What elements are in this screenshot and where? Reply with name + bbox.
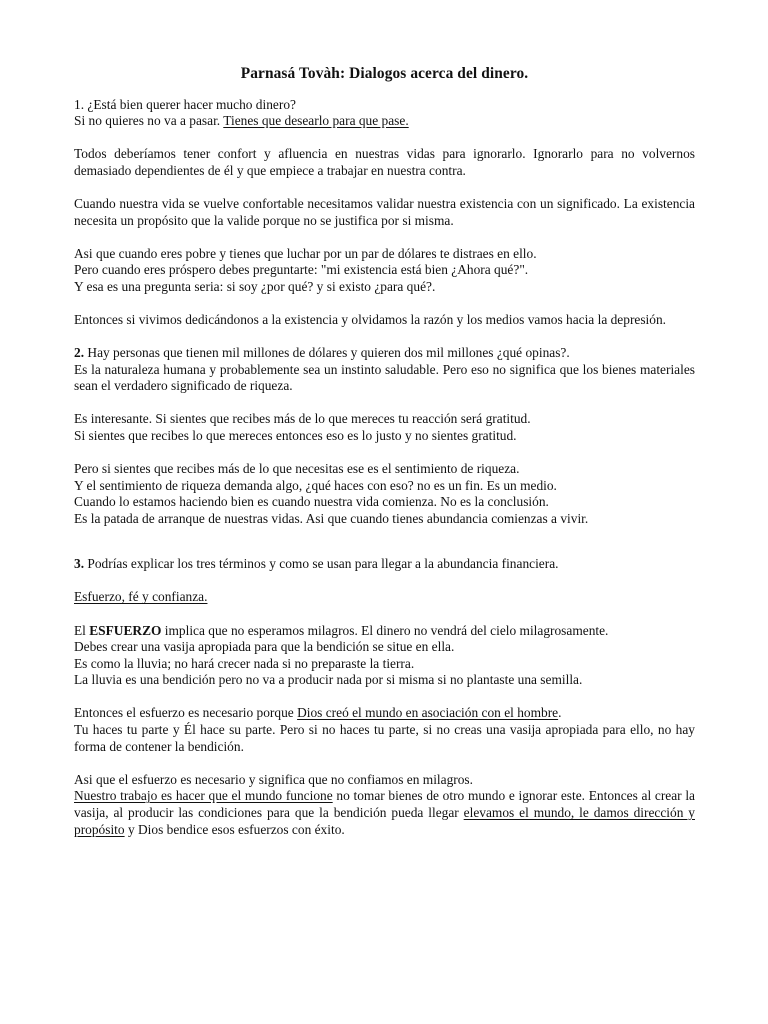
- paragraph-line: Pero cuando eres próspero debes preguntarte: "mi existencia está bien ¿Ahora qué?".: [74, 262, 529, 278]
- milagros-underlined-1: Nuestro trabajo es hacer que el mundo funcione: [74, 788, 333, 804]
- document-title: Parnasá Tovàh: Dialogos acerca del dinero.: [240, 65, 529, 82]
- paragraph-pobre: [74, 246, 695, 296]
- paragraph-esfuerzo: [74, 623, 695, 689]
- question-3-text: Podrías explicar los tres términos y como se usan para llegar a la abundancia financiera.: [84, 556, 559, 572]
- terms-heading-text: Esfuerzo, fé y confianza.: [74, 589, 208, 605]
- question-1-block: [74, 97, 695, 130]
- paragraph-line: La lluvia es una bendición pero no va a producir nada por si misma si no plantaste una semilla.: [74, 672, 583, 688]
- paragraph-line: Y el sentimiento de riqueza demanda algo, ¿qué haces con eso? no es un fin. Es un medio.: [74, 477, 557, 493]
- milagros-line-1: Asi que el esfuerzo es necesario y significa que no confiamos en milagros.: [74, 771, 473, 787]
- paragraph-line: [74, 623, 695, 640]
- answer-2: Es la naturaleza humana y probablemente sea un instinto saludable. Pero eso no significa que los bienes materiales sean el verdadero significado de riqueza.: [74, 361, 695, 394]
- paragraph-riqueza: [74, 461, 695, 527]
- paragraph-depresion: Entonces si vivimos dedicándonos a la existencia y olvidamos la razón y los medios vamos hacia la depresión.: [74, 311, 667, 327]
- document-page: [74, 66, 695, 855]
- question-2-text: Hay personas que tienen mil millones de dólares y quieren dos mil millones ¿qué opinas?.: [84, 345, 570, 361]
- paragraph-gratitud: [74, 411, 695, 444]
- asociacion-pre: Entonces el esfuerzo es necesario porque: [74, 705, 298, 721]
- question-3: [74, 556, 695, 573]
- asociacion-post: .: [558, 705, 562, 721]
- esfuerzo-post: implica que no esperamos milagros. El dinero no vendrá del cielo milagrosamente.: [161, 622, 609, 638]
- paragraph-line: Debes crear una vasija apropiada para que la bendición se situe en ella.: [74, 639, 455, 655]
- paragraph-line: Es como la lluvia; no hará crecer nada si no preparaste la tierra.: [74, 655, 415, 671]
- paragraph-line: [74, 705, 695, 722]
- asociacion-underlined: Dios creó el mundo en asociación con el hombre: [297, 705, 559, 721]
- paragraph-line: Y esa es una pregunta seria: si soy ¿por qué? y si existo ¿para qué?.: [74, 278, 436, 294]
- esfuerzo-bold: ESFUERZO: [89, 622, 162, 638]
- paragraph-line: Cuando lo estamos haciendo bien es cuando nuestra vida comienza. No es la conclusión.: [74, 494, 549, 510]
- terms-heading: [74, 589, 695, 606]
- milagros-mid: no tomar bienes de otro mundo e ignorar este. Entonces al crear la vasija, al producir las condiciones para que la bendición pueda llegar: [74, 788, 696, 820]
- question-2: [74, 345, 695, 362]
- question-1: 1. ¿Está bien querer hacer mucho dinero?: [74, 96, 296, 112]
- paragraph-confort: Todos deberíamos tener confort y afluencia en nuestras vidas para ignorarlo. Ignorarlo para no volvernos demasiado dependientes de él y que empiece a trabajar en nuestra contra.: [74, 146, 695, 178]
- question-2-block: [74, 345, 695, 395]
- paragraph-milagros: [74, 772, 695, 838]
- milagros-end: y Dios bendice esos esfuerzos con éxito.: [124, 821, 345, 837]
- paragraph-line: Pero si sientes que recibes más de lo que necesitas ese es el sentimiento de riqueza.: [74, 461, 520, 476]
- asociacion-rest: Tu haces tu parte y Él hace su parte. Pero si no haces tu parte, si no creas una vasija apropiada para ello, no hay forma de contener la bendición.: [74, 722, 695, 754]
- answer-1-text: Si no quieres no va a pasar.: [74, 113, 224, 129]
- answer-1: [74, 113, 695, 130]
- paragraph-line: Si sientes que recibes lo que mereces entonces eso es lo justo y no sientes gratitud.: [74, 427, 517, 443]
- question-3-number: 3.: [74, 556, 85, 572]
- milagros-rest: [74, 788, 695, 838]
- paragraph-line: Es interesante. Si sientes que recibes más de lo que mereces tu reacción será gratitud.: [74, 411, 531, 427]
- paragraph-line: Asi que cuando eres pobre y tienes que luchar por un par de dólares te distraes en ello.: [74, 245, 537, 261]
- question-2-number: 2.: [74, 345, 85, 361]
- milagros-underlined-2: elevamos el mundo, le damos dirección y propósito: [74, 804, 695, 837]
- paragraph-asociacion: [74, 705, 695, 755]
- paragraph-confortable: Cuando nuestra vida se vuelve confortable necesitamos validar nuestra existencia con un significado. La existencia necesita un propósito que la valide porque no se justifica por si misma.: [74, 195, 695, 228]
- esfuerzo-pre: El: [74, 622, 90, 638]
- paragraph-line: Es la patada de arranque de nuestras vidas. Asi que cuando tienes abundancia comienzas a vivir.: [74, 510, 589, 526]
- answer-1-underlined: Tienes que desearlo para que pase.: [223, 113, 409, 129]
